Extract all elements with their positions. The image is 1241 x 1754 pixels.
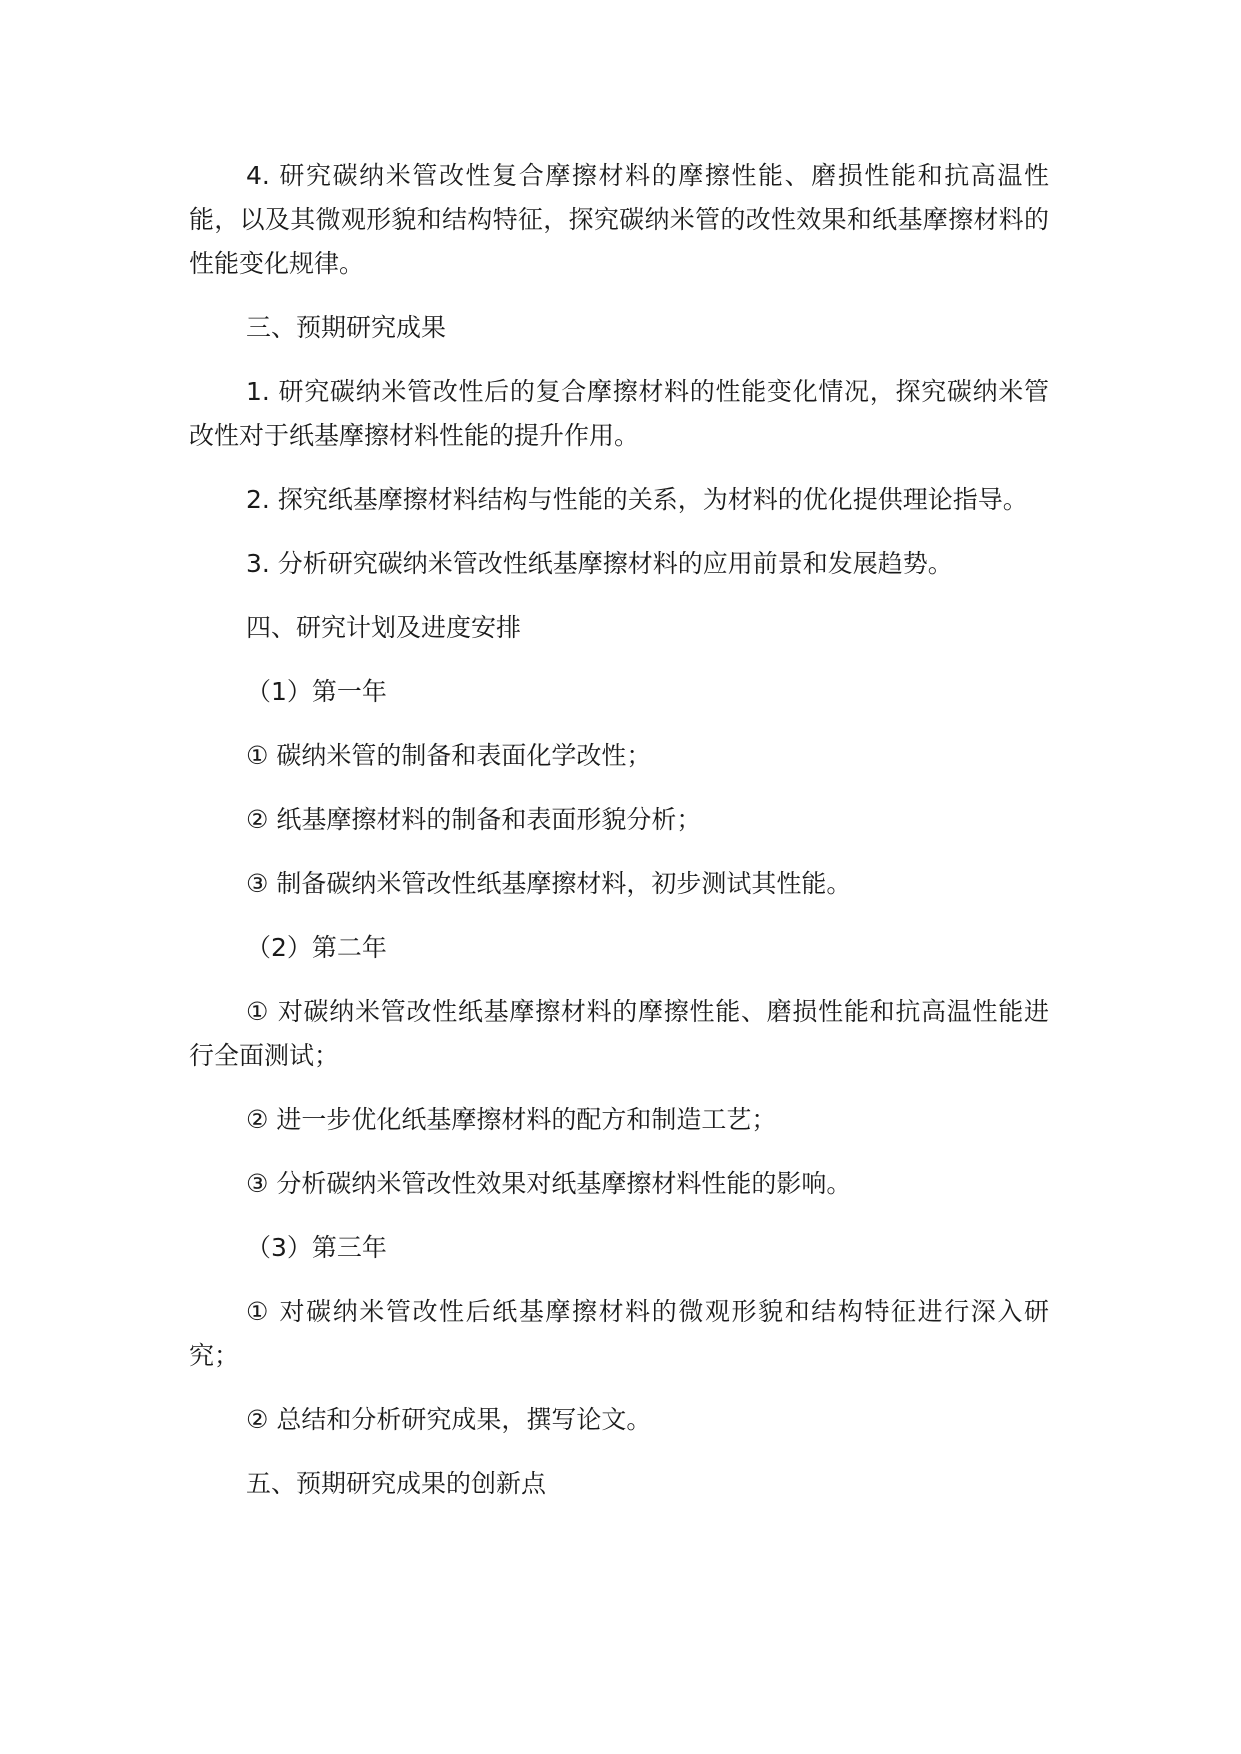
document-body xyxy=(189,154,1049,1526)
list-item-year2-3: ③ 分析碳纳米管改性效果对纸基摩擦材料性能的影响。 xyxy=(246,1169,852,1198)
list-item-year1-1: ① 碳纳米管的制备和表面化学改性； xyxy=(246,741,652,770)
section-heading-expected-results: 三、预期研究成果 xyxy=(246,313,447,342)
subheading-year-1: （1）第一年 xyxy=(246,677,387,706)
list-item-year1-2: ② 纸基摩擦材料的制备和表面形貌分析； xyxy=(246,805,702,834)
section-heading-research-plan: 四、研究计划及进度安排 xyxy=(246,613,522,642)
list-item-year2-2: ② 进一步优化纸基摩擦材料的配方和制造工艺； xyxy=(246,1105,777,1134)
paragraph-result-1: 1. 研究碳纳米管改性后的复合摩擦材料的性能变化情况，探究碳纳米管改性对于纸基摩擦材料性能的提升作用。 xyxy=(189,377,1049,450)
list-item-year2-1: ① 对碳纳米管改性纸基摩擦材料的摩擦性能、磨损性能和抗高温性能进行全面测试； xyxy=(189,997,1049,1070)
paragraph-result-3: 3. 分析研究碳纳米管改性纸基摩擦材料的应用前景和发展趋势。 xyxy=(246,549,953,578)
list-item-year3-2: ② 总结和分析研究成果，撰写论文。 xyxy=(246,1405,652,1434)
subheading-year-2: （2）第二年 xyxy=(246,933,387,962)
paragraph-research-item-4: 4. 研究碳纳米管改性复合摩擦材料的摩擦性能、磨损性能和抗高温性能，以及其微观形貌和结构特征，探究碳纳米管的改性效果和纸基摩擦材料的性能变化规律。 xyxy=(189,161,1049,278)
subheading-year-3: （3）第三年 xyxy=(246,1233,387,1262)
list-item-year3-1: ① 对碳纳米管改性后纸基摩擦材料的微观形貌和结构特征进行深入研究； xyxy=(189,1297,1049,1370)
section-heading-innovation: 五、预期研究成果的创新点 xyxy=(246,1469,547,1498)
paragraph-result-2: 2. 探究纸基摩擦材料结构与性能的关系，为材料的优化提供理论指导。 xyxy=(246,485,1028,514)
list-item-year1-3: ③ 制备碳纳米管改性纸基摩擦材料，初步测试其性能。 xyxy=(246,869,852,898)
